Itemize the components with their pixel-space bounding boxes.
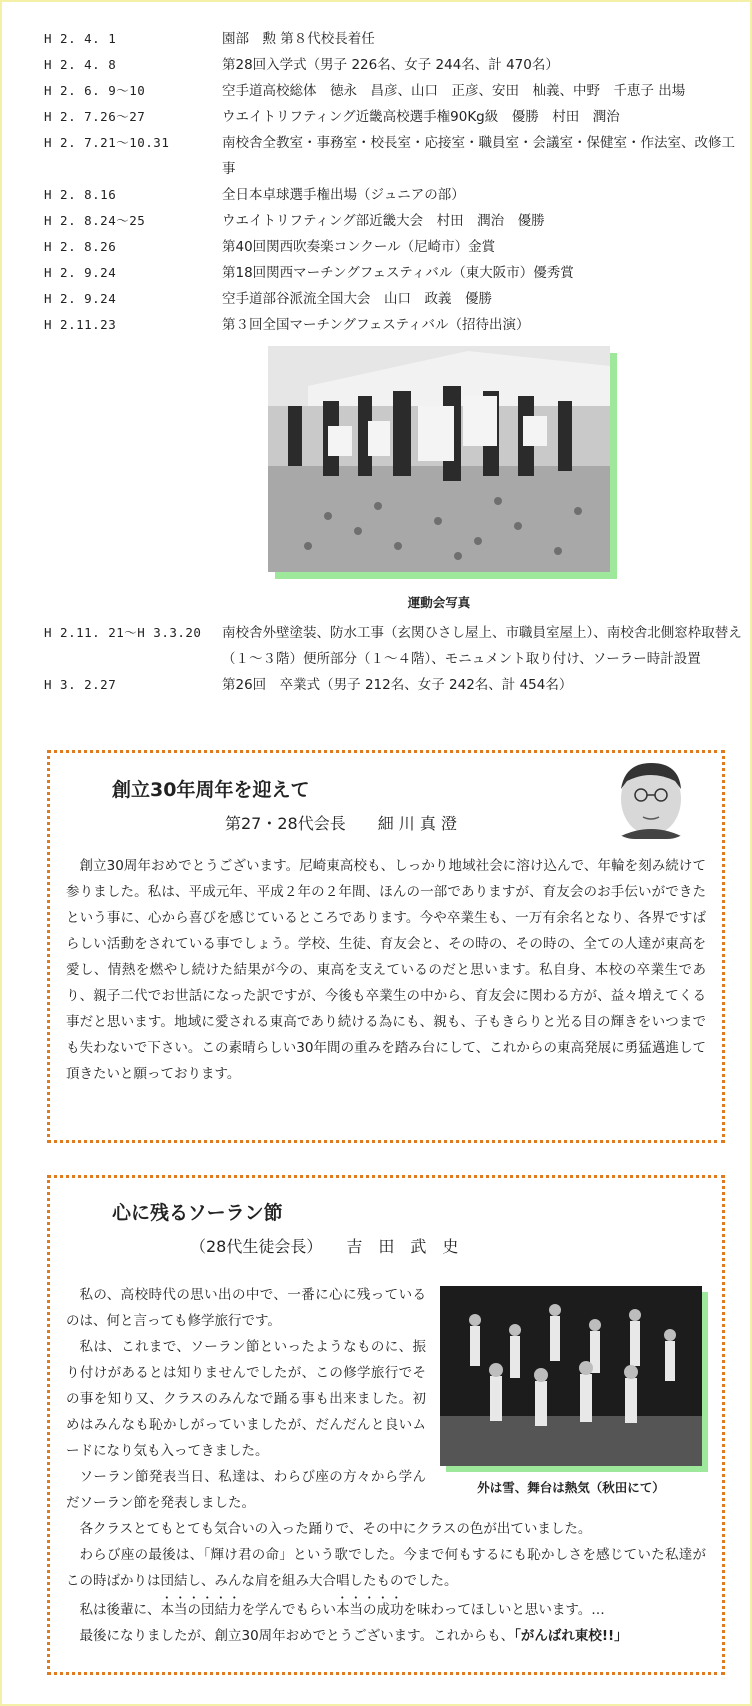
timeline-date: H 2. 6. 9〜10 xyxy=(44,83,146,98)
timeline-row xyxy=(44,26,744,52)
sports-day-image xyxy=(268,346,610,572)
timeline-date: H 2. 7.21〜10.31 xyxy=(44,135,170,150)
timeline-event: ウエイトリフティング近畿高校選手権90Kg級 優勝 村田 潤治 xyxy=(222,109,620,125)
essay-2-p7a: 最後になりましたが、創立30周年おめでとうございます。これからも、 xyxy=(79,1628,515,1644)
timeline-event: ウエイトリフティング部近畿大会 村田 潤治 優勝 xyxy=(222,213,545,229)
essay-2-author: （28代生徒会長） 吉 田 武 史 xyxy=(190,1237,459,1256)
photo-caption: 運動会写真 xyxy=(407,595,471,610)
timeline-row xyxy=(44,260,744,286)
essay-1-body xyxy=(66,853,706,1087)
essay-2-p4: 各クラスとてもとても気合いの入った踊りで、その中にクラスの色が出ていました。 xyxy=(79,1521,592,1537)
essay-2-p7 xyxy=(66,1623,706,1649)
timeline-date: H 2. 7.26〜27 xyxy=(44,109,146,124)
essay-1-paragraph: 創立30周年おめでとうございます。尼崎東高校も、しっかり地域社会に溶け込んで、年輪を刻み続けて参りました。私は、平成元年、平成２年の２年間、ほんの一部でありますが、育友会のお手伝いができたという事に、心から喜びを感じているところであります。今や卒業生も、一万有余名となり、各界ですばらしい活動をされている事でしょう。学校、生徒、育友会と、その時の、その時の、全ての人達が東高を愛し、情熱を燃やし続けた結果が今の、東高を支えているのだと思います。私自身、本校の卒業生であり、親子二代でお世話になった訳ですが、今後も卒業生の中から、育友会に関わる方が、益々増えてくる事だと思います。地域に愛される東高であり続ける為にも、親も、子もきらりと光る目の輝きをいつまでも失わないで下さい。この素晴らしい30年間の重みを踏み台にして、これからの東高発展に勇猛邁進して頂きたいと願っております。 xyxy=(66,858,706,1082)
timeline-row xyxy=(44,620,744,672)
timeline-row xyxy=(44,52,744,78)
essay-1-author: 第27・28代会長 細 川 真 澄 xyxy=(225,814,457,833)
essay-2-body-bottom xyxy=(66,1516,706,1649)
timeline-date: H 2. 9.24 xyxy=(44,265,117,280)
essay-2-p6 xyxy=(66,1594,706,1623)
timeline-event: 全日本卓球選手権出場（ジュニアの部） xyxy=(222,187,465,203)
portrait-image xyxy=(605,759,697,839)
timeline-row xyxy=(44,234,744,260)
timeline-date: H 2.11.23 xyxy=(44,317,117,332)
essay-2-p6d: 本当の成功 xyxy=(336,1602,404,1618)
essay-2-p2: 私は、これまで、ソーラン節といったようなものに、振り付けがあるとは知りませんでしたが、この修学旅行でその事を知り又、クラスのみんなで踊る事も出来ました。初めはみんなも恥かしがっていましたが、だんだんと良いムードになり気も入ってきました。 xyxy=(66,1339,426,1459)
essay-2-slogan: 「がんばれ東校!!」 xyxy=(514,1628,628,1644)
essay-2-p6a: 私は後輩に、 xyxy=(79,1602,161,1618)
essay-2-p1: 私の、高校時代の思い出の中で、一番に心に残っているのは、何と言っても修学旅行です。 xyxy=(66,1287,426,1329)
timeline-list xyxy=(44,26,744,338)
essay-2-body-top xyxy=(66,1282,426,1516)
timeline-row xyxy=(44,286,744,312)
essay-2-p6e: を味わってほしいと思います。… xyxy=(403,1602,605,1618)
timeline-row xyxy=(44,182,744,208)
timeline-date: H 2.11. 21〜H 3.3.20 xyxy=(44,625,202,640)
dance-photo-caption: 外は雪、舞台は熱気（秋田にて） xyxy=(477,1480,665,1495)
timeline-row xyxy=(44,104,744,130)
soran-dance-photo xyxy=(440,1286,702,1466)
essay-2-p3: ソーラン節発表当日、私達は、わらび座の方々から学んだソーラン節を発表しました。 xyxy=(66,1469,426,1511)
timeline-event: 第28回入学式（男子 226名、女子 244名、計 470名） xyxy=(222,57,559,73)
timeline-date: H 2. 8.26 xyxy=(44,239,117,254)
timeline-date: H 2. 4. 8 xyxy=(44,57,117,72)
timeline-event: 第18回関西マーチングフェスティバル（東大阪市）優秀賞 xyxy=(222,265,574,281)
timeline-event: 空手道部谷派流全国大会 山口 政義 優勝 xyxy=(222,291,492,307)
essay-2-p6c: を学んでもらい xyxy=(241,1602,336,1618)
dance-image xyxy=(440,1286,702,1466)
essay-box-1 xyxy=(47,750,725,1143)
timeline-event: 南校舎全教室・事務室・校長室・応接室・職員室・会議室・保健室・作法室、改修工事 xyxy=(222,135,735,177)
timeline-event: 南校舎外壁塗装、防水工事（玄関ひさし屋上、市職員室屋上）、南校舎北側窓枠取替え（１〜３階）便所部分（１〜４階）、モニュメント取り付け、ソーラー時計設置 xyxy=(222,625,742,667)
essay-2-p6b: 本当の団結力 xyxy=(160,1602,242,1618)
timeline-row xyxy=(44,208,744,234)
timeline-event: 第26回 卒業式（男子 212名、女子 242名、計 454名） xyxy=(222,677,573,693)
timeline-date: H 3. 2.27 xyxy=(44,677,117,692)
timeline-row xyxy=(44,672,744,698)
timeline-event: 園部 勲 第８代校長着任 xyxy=(222,31,375,47)
timeline-row xyxy=(44,130,744,182)
timeline-date: H 2. 8.16 xyxy=(44,187,117,202)
timeline-date: H 2. 8.24〜25 xyxy=(44,213,146,228)
essay-1-title: 創立30年周年を迎えて xyxy=(112,779,310,801)
timeline-date: H 2. 9.24 xyxy=(44,291,117,306)
essay-2-p5: わらび座の最後は、「輝け君の命」という歌でした。今まで何もするにも恥かしさを感じていた私達がこの時ばかりは団結し、みんな肩を組み大合唱したものでした。 xyxy=(66,1547,706,1589)
essay-box-2 xyxy=(47,1175,725,1675)
timeline-row xyxy=(44,312,744,338)
timeline-row xyxy=(44,78,744,104)
timeline-event: 第40回関西吹奏楽コンクール（尼崎市）金賞 xyxy=(222,239,496,255)
timeline-event: 第３回全国マーチングフェスティバル（招待出演） xyxy=(222,317,530,333)
sports-day-photo xyxy=(268,346,610,572)
timeline-event: 空手道高校総体 徳永 昌彦、山口 正彦、安田 杣義、中野 千恵子 出場 xyxy=(222,83,686,99)
timeline-list-2 xyxy=(44,620,744,698)
essay-2-title: 心に残るソーラン節 xyxy=(112,1202,283,1224)
timeline-date: H 2. 4. 1 xyxy=(44,31,117,46)
author-portrait xyxy=(605,759,697,839)
